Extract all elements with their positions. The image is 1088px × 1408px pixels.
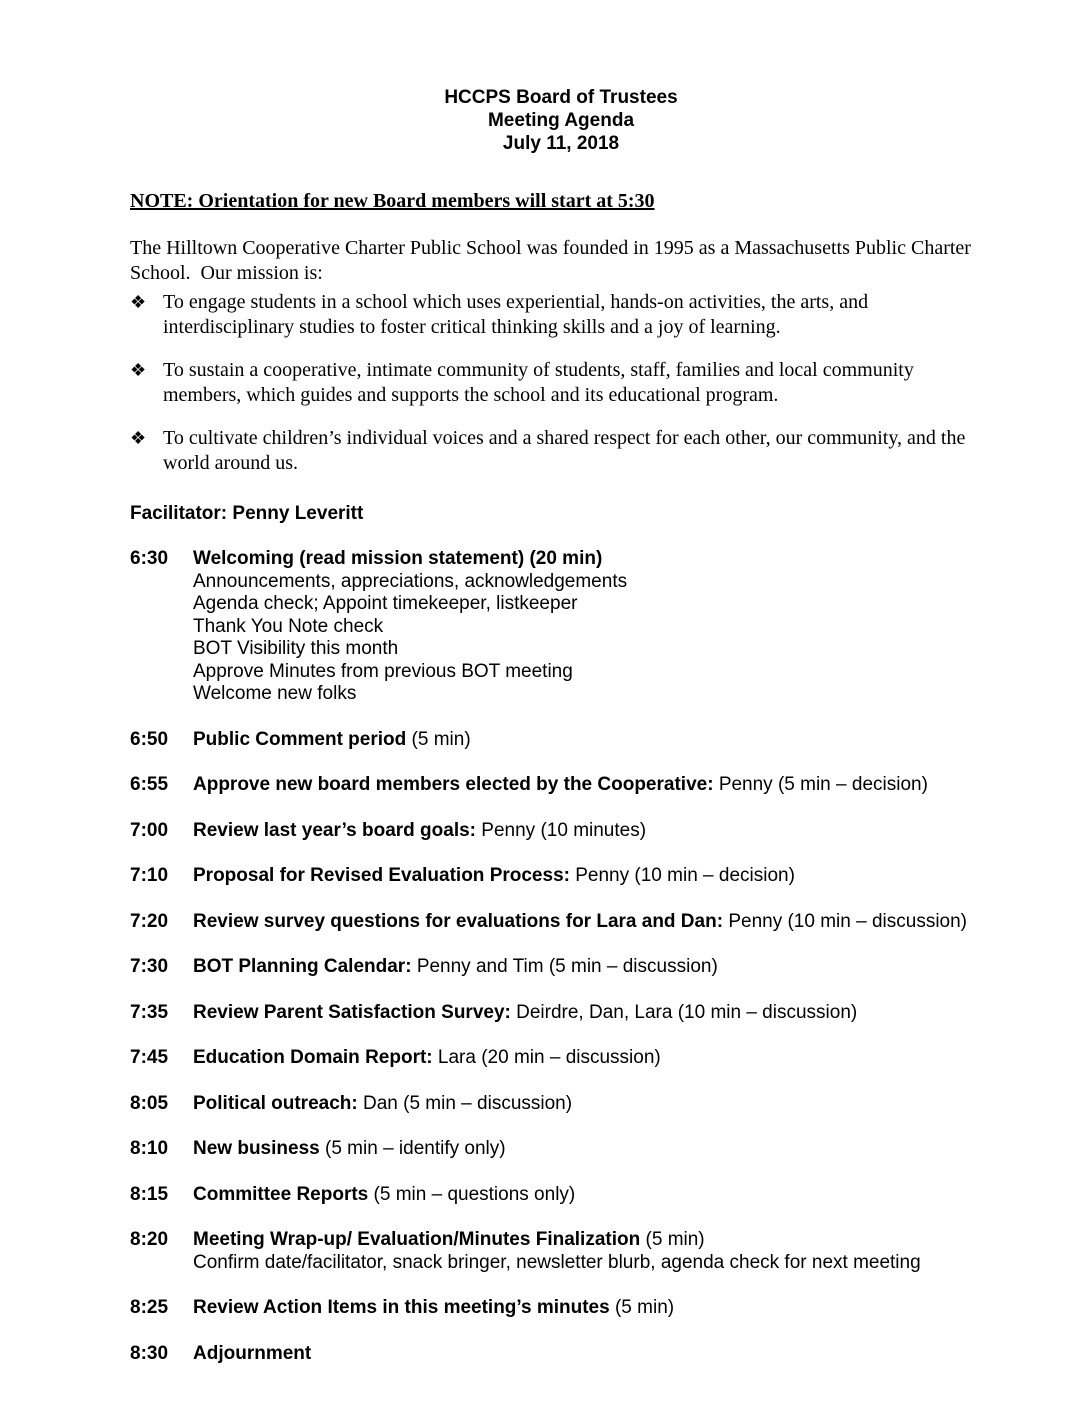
- agenda-item-body: [193, 911, 992, 934]
- agenda-time: 8:10: [130, 1138, 169, 1159]
- agenda-item-body: [193, 1047, 992, 1070]
- agenda-item-title: Review Parent Satisfaction Survey:: [193, 1001, 511, 1023]
- agenda-item-detail: Penny (5 min – decision): [718, 774, 928, 795]
- agenda-item: [130, 1229, 992, 1274]
- mission-bullet-text: To cultivate children’s individual voices and a shared respect for each other, our community, and the world around us.: [163, 427, 966, 474]
- agenda-item-title: Committee Reports: [193, 1183, 369, 1205]
- mission-bullet-text: To sustain a cooperative, intimate community of students, staff, families and local community members, which guides and supports the school and its educational program.: [163, 359, 914, 406]
- agenda-item-heading: [193, 1002, 992, 1025]
- agenda-item-heading: [193, 1229, 992, 1252]
- agenda-time: 6:55: [130, 774, 169, 795]
- agenda-time: 7:00: [130, 819, 169, 841]
- doc-subtitle: Meeting Agenda: [487, 110, 635, 131]
- doc-title: HCCPS Board of Trustees: [444, 87, 678, 108]
- agenda-time: 7:45: [130, 1047, 169, 1068]
- agenda-sublines: [193, 571, 992, 706]
- agenda-item-detail: Dan (5 min – discussion): [362, 1092, 573, 1114]
- agenda-item-body: [193, 1002, 992, 1025]
- agenda-time: 8:30: [130, 1342, 169, 1364]
- agenda-item-title: Review Action Items in this meeting’s minutes: [193, 1297, 610, 1318]
- agenda-item-title: New business: [193, 1138, 320, 1159]
- agenda-item-body: [193, 1297, 992, 1320]
- agenda-item-title: BOT Planning Calendar:: [193, 956, 412, 977]
- agenda-item-heading: [193, 774, 992, 797]
- agenda-item-title: Public Comment period: [193, 728, 407, 750]
- agenda-item-detail: Penny and Tim (5 min – discussion): [416, 956, 718, 977]
- agenda-item-detail: (5 min): [411, 728, 471, 750]
- agenda-item: [130, 729, 992, 752]
- agenda-item-title: Political outreach:: [193, 1092, 358, 1114]
- mission-bullet-text: To engage students in a school which uses experiential, hands-on activities, the arts, and interdisciplinary studies to foster critical thinking skills and a joy of learning.: [163, 291, 869, 338]
- agenda-item-title: Proposal for Revised Evaluation Process:: [193, 865, 570, 886]
- agenda-item-heading: [193, 1184, 992, 1207]
- agenda-time: 8:05: [130, 1092, 169, 1114]
- agenda-item: [130, 1138, 992, 1161]
- agenda-item: [130, 1297, 992, 1320]
- agenda-time: 7:30: [130, 956, 169, 977]
- agenda-time: 8:15: [130, 1183, 169, 1205]
- agenda-sublines: [193, 1252, 992, 1275]
- agenda-item: [130, 865, 992, 888]
- agenda-item-heading: [193, 1047, 992, 1070]
- intro-paragraph: The Hilltown Cooperative Charter Public School was founded in 1995 as a Massachusetts Public Charter School. Our mission is:: [130, 237, 976, 284]
- agenda-item-title: Review survey questions for evaluations for Lara and Dan:: [193, 910, 724, 932]
- agenda-item: [130, 1343, 992, 1366]
- agenda-subline: Approve Minutes from previous BOT meeting: [193, 660, 573, 682]
- agenda-item-detail: (5 min): [614, 1297, 675, 1318]
- agenda-item-heading: [193, 729, 992, 752]
- agenda-item: [130, 911, 992, 934]
- agenda-time: 7:10: [130, 865, 169, 886]
- mission-bullet-item: [130, 358, 992, 408]
- agenda-item: [130, 956, 992, 979]
- agenda-item: [130, 548, 992, 706]
- agenda-item-title: Adjournment: [193, 1342, 312, 1364]
- agenda-item-heading: [193, 1297, 992, 1320]
- agenda-item-detail: Deirdre, Dan, Lara (10 min – discussion): [516, 1001, 858, 1023]
- agenda-item-title: Review last year’s board goals:: [193, 819, 477, 841]
- agenda-subline: Thank You Note check: [193, 615, 384, 637]
- agenda-item-body: [193, 865, 992, 888]
- agenda-item-title: Education Domain Report:: [193, 1047, 433, 1068]
- agenda-time: 8:25: [130, 1297, 169, 1318]
- agenda-item-body: [193, 1343, 992, 1366]
- agenda-item: [130, 1002, 992, 1025]
- agenda-item-body: [193, 729, 992, 752]
- orientation-note: NOTE: Orientation for new Board members will start at 5:30: [130, 190, 655, 212]
- agenda-item-detail: Penny (10 min – decision): [575, 865, 795, 886]
- agenda-item-heading: [193, 1343, 992, 1366]
- agenda-item-body: [193, 1138, 992, 1161]
- agenda-subline: Confirm date/facilitator, snack bringer, newsletter blurb, agenda check for next meeting: [193, 1251, 921, 1273]
- agenda-item-heading: [193, 865, 992, 888]
- agenda-item-detail: (5 min – identify only): [325, 1138, 506, 1159]
- agenda-subline: Announcements, appreciations, acknowledgements: [193, 570, 628, 592]
- diamond-bullet-icon: ❖: [130, 360, 147, 380]
- diamond-bullet-icon: ❖: [130, 428, 147, 448]
- agenda-item-title: Meeting Wrap-up/ Evaluation/Minutes Finalization: [193, 1229, 641, 1250]
- agenda-list: [130, 548, 992, 1365]
- agenda-item-detail: Penny (10 min – discussion): [728, 910, 967, 932]
- agenda-item-heading: [193, 1093, 992, 1116]
- agenda-item-heading: [193, 911, 992, 934]
- agenda-time: 8:20: [130, 1229, 169, 1250]
- agenda-item-body: [193, 774, 992, 797]
- agenda-item: [130, 1093, 992, 1116]
- document-title-block: [130, 86, 992, 155]
- agenda-item-body: [193, 956, 992, 979]
- agenda-time: 6:50: [130, 728, 169, 750]
- agenda-subline: Welcome new folks: [193, 683, 357, 704]
- agenda-item-title: Welcoming (read mission statement) (20 min): [193, 548, 603, 569]
- agenda-item-body: [193, 1229, 992, 1274]
- mission-bullet-item: [130, 426, 992, 476]
- agenda-item-heading: [193, 820, 992, 843]
- agenda-item-body: [193, 1093, 992, 1116]
- agenda-item-body: [193, 1184, 992, 1207]
- agenda-item-heading: [193, 956, 992, 979]
- agenda-item: [130, 774, 992, 797]
- mission-bullet-list: [130, 290, 992, 476]
- agenda-time: 6:30: [130, 548, 169, 569]
- agenda-item-heading: [193, 1138, 992, 1161]
- agenda-item-heading: [193, 548, 992, 571]
- agenda-item-detail: Lara (20 min – discussion): [437, 1047, 661, 1068]
- agenda-item-title: Approve new board members elected by the Cooperative:: [193, 774, 714, 795]
- doc-date: July 11, 2018: [502, 133, 620, 154]
- agenda-item-detail: Penny (10 minutes): [481, 819, 647, 841]
- agenda-time: 7:20: [130, 910, 169, 932]
- agenda-subline: Agenda check; Appoint timekeeper, listkeeper: [193, 593, 578, 614]
- facilitator-line: Facilitator: Penny Leveritt: [130, 503, 364, 524]
- agenda-time: 7:35: [130, 1001, 169, 1023]
- mission-bullet-item: [130, 290, 992, 340]
- agenda-item: [130, 820, 992, 843]
- agenda-item-detail: (5 min – questions only): [373, 1183, 576, 1205]
- agenda-item: [130, 1047, 992, 1070]
- diamond-bullet-icon: ❖: [130, 292, 147, 312]
- agenda-item-body: [193, 820, 992, 843]
- agenda-item-detail: (5 min): [645, 1229, 705, 1250]
- agenda-subline: BOT Visibility this month: [193, 638, 399, 659]
- agenda-item: [130, 1184, 992, 1207]
- agenda-item-body: [193, 548, 992, 706]
